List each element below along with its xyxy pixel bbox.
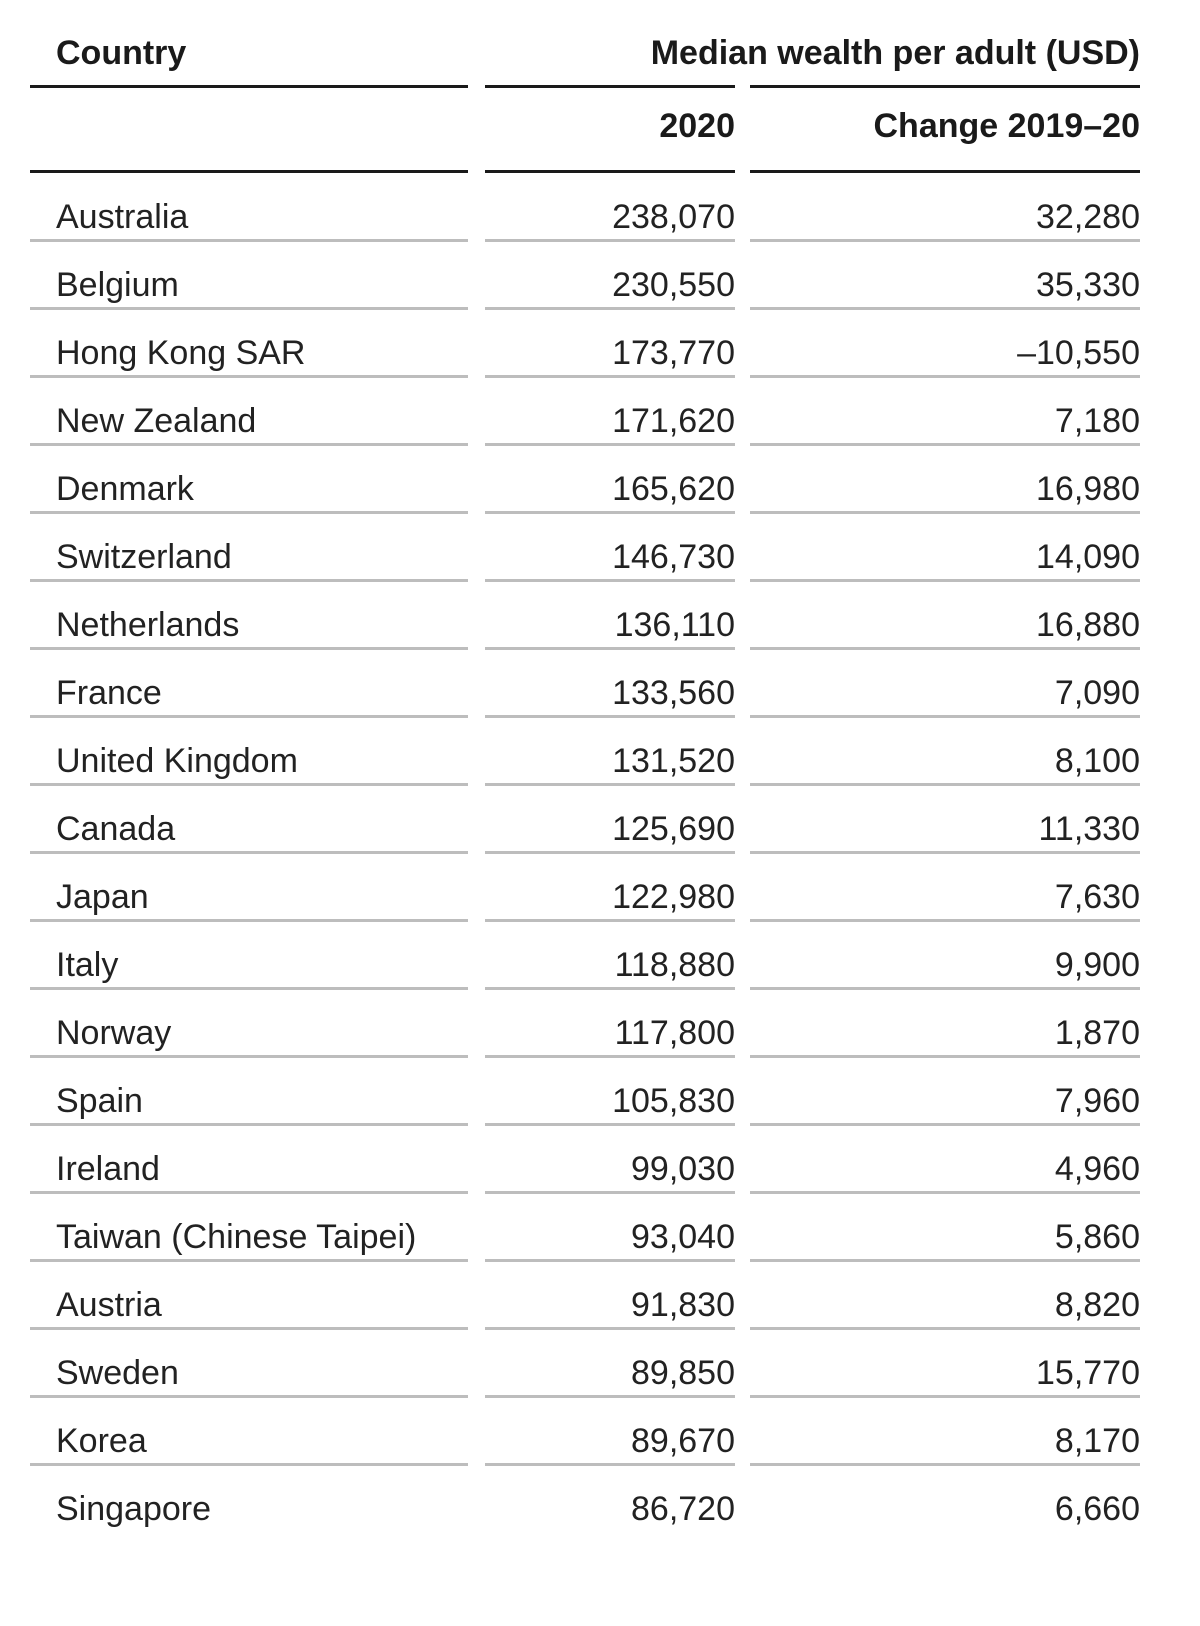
table-row [0, 195, 1200, 265]
table-row [0, 739, 1200, 809]
table-row [0, 1215, 1200, 1285]
cell-median-wealth-2020: 230,550 [612, 266, 735, 304]
row-rule-2020 [485, 1395, 735, 1398]
row-rule-2020 [485, 1123, 735, 1126]
cell-change-2019-20: 32,280 [1036, 198, 1140, 236]
subheader-rule-country [30, 170, 468, 173]
cell-country: Belgium [56, 266, 179, 304]
table-row [0, 535, 1200, 605]
cell-change-2019-20: 7,630 [1054, 878, 1140, 916]
row-rule-2020 [485, 715, 735, 718]
cell-median-wealth-2020: 91,830 [631, 1286, 735, 1324]
cell-country: Sweden [56, 1354, 179, 1392]
row-rule-country [30, 1259, 468, 1262]
cell-country: Japan [56, 878, 149, 916]
cell-change-2019-20: 35,330 [1036, 266, 1140, 304]
row-rule-country [30, 1123, 468, 1126]
cell-median-wealth-2020: 105,830 [612, 1082, 735, 1120]
cell-country: Spain [56, 1082, 143, 1120]
row-rule-country [30, 987, 468, 990]
table-row [0, 875, 1200, 945]
cell-median-wealth-2020: 122,980 [612, 878, 735, 916]
cell-change-2019-20: 7,180 [1054, 402, 1140, 440]
cell-change-2019-20: 14,090 [1036, 538, 1140, 576]
cell-change-2019-20: 16,980 [1036, 470, 1140, 508]
row-rule-country [30, 1055, 468, 1058]
cell-country: New Zealand [56, 402, 257, 440]
row-rule-change [750, 375, 1140, 378]
cell-change-2019-20: 8,170 [1054, 1422, 1140, 1460]
cell-median-wealth-2020: 99,030 [631, 1150, 735, 1188]
cell-median-wealth-2020: 165,620 [612, 470, 735, 508]
cell-country: Hong Kong SAR [56, 334, 306, 372]
row-rule-country [30, 715, 468, 718]
table-row [0, 399, 1200, 469]
table-row [0, 263, 1200, 333]
cell-median-wealth-2020: 89,850 [631, 1354, 735, 1392]
row-rule-change [750, 1191, 1140, 1194]
row-rule-2020 [485, 1327, 735, 1330]
row-rule-country [30, 1191, 468, 1194]
cell-median-wealth-2020: 238,070 [612, 198, 735, 236]
row-rule-change [750, 1055, 1140, 1058]
cell-country: France [56, 674, 162, 712]
cell-median-wealth-2020: 133,560 [612, 674, 735, 712]
row-rule-change [750, 443, 1140, 446]
cell-median-wealth-2020: 118,880 [614, 946, 735, 984]
table-row [0, 603, 1200, 673]
row-rule-2020 [485, 647, 735, 650]
cell-change-2019-20: 7,090 [1054, 674, 1140, 712]
cell-change-2019-20: 1,870 [1054, 1014, 1140, 1052]
row-rule-change [750, 1259, 1140, 1262]
cell-median-wealth-2020: 125,690 [612, 810, 735, 848]
row-rule-2020 [485, 239, 735, 242]
row-rule-change [750, 579, 1140, 582]
row-rule-country [30, 1327, 468, 1330]
cell-median-wealth-2020: 136,110 [614, 606, 735, 644]
cell-median-wealth-2020: 173,770 [612, 334, 735, 372]
row-rule-change [750, 851, 1140, 854]
row-rule-country [30, 307, 468, 310]
cell-median-wealth-2020: 93,040 [631, 1218, 735, 1256]
cell-country: United Kingdom [56, 742, 298, 780]
table-row [0, 943, 1200, 1013]
row-rule-country [30, 511, 468, 514]
row-rule-country [30, 579, 468, 582]
table-row [0, 1147, 1200, 1217]
row-rule-change [750, 783, 1140, 786]
row-rule-change [750, 715, 1140, 718]
cell-country: Austria [56, 1286, 162, 1324]
header-change: Change 2019–20 [873, 107, 1140, 145]
row-rule-country [30, 443, 468, 446]
cell-change-2019-20: –10,550 [1017, 334, 1140, 372]
table-row [0, 807, 1200, 877]
cell-change-2019-20: 11,330 [1038, 810, 1140, 848]
row-rule-change [750, 919, 1140, 922]
row-rule-country [30, 1395, 468, 1398]
row-rule-2020 [485, 783, 735, 786]
row-rule-change [750, 1123, 1140, 1126]
table-row [0, 467, 1200, 537]
row-rule-2020 [485, 987, 735, 990]
row-rule-2020 [485, 1463, 735, 1466]
row-rule-change [750, 647, 1140, 650]
cell-country: Australia [56, 198, 189, 236]
cell-median-wealth-2020: 86,720 [631, 1490, 735, 1528]
row-rule-country [30, 1463, 468, 1466]
row-rule-change [750, 1327, 1140, 1330]
subheader-rule-change [750, 170, 1140, 173]
row-rule-2020 [485, 307, 735, 310]
row-rule-2020 [485, 1191, 735, 1194]
row-rule-change [750, 239, 1140, 242]
cell-country: Singapore [56, 1490, 212, 1528]
cell-change-2019-20: 7,960 [1054, 1082, 1140, 1120]
table-row [0, 331, 1200, 401]
row-rule-change [750, 1395, 1140, 1398]
cell-country: Italy [56, 946, 119, 984]
cell-change-2019-20: 5,860 [1054, 1218, 1140, 1256]
cell-median-wealth-2020: 171,620 [612, 402, 735, 440]
cell-median-wealth-2020: 89,670 [631, 1422, 735, 1460]
table-row [0, 1011, 1200, 1081]
cell-change-2019-20: 6,660 [1054, 1490, 1140, 1528]
header-group-median-wealth: Median wealth per adult (USD) [650, 34, 1140, 72]
cell-change-2019-20: 9,900 [1054, 946, 1140, 984]
cell-country: Denmark [56, 470, 194, 508]
table-row [0, 671, 1200, 741]
cell-change-2019-20: 16,880 [1036, 606, 1140, 644]
row-rule-change [750, 987, 1140, 990]
table-row [0, 1283, 1200, 1353]
row-rule-country [30, 375, 468, 378]
row-rule-change [750, 511, 1140, 514]
row-rule-2020 [485, 511, 735, 514]
table-row [0, 1351, 1200, 1421]
cell-change-2019-20: 8,820 [1054, 1286, 1140, 1324]
table-row [0, 1487, 1200, 1557]
table-row [0, 1079, 1200, 1149]
cell-country: Canada [56, 810, 176, 848]
row-rule-country [30, 851, 468, 854]
table-row [0, 1419, 1200, 1489]
cell-country: Switzerland [56, 538, 232, 576]
cell-country: Taiwan (Chinese Taipei) [56, 1218, 417, 1256]
subheader-rule-2020 [485, 170, 735, 173]
row-rule-2020 [485, 1259, 735, 1262]
header-country: Country [56, 34, 187, 72]
cell-country: Korea [56, 1422, 147, 1460]
cell-country: Ireland [56, 1150, 160, 1188]
row-rule-2020 [485, 443, 735, 446]
row-rule-country [30, 919, 468, 922]
cell-median-wealth-2020: 131,520 [612, 742, 735, 780]
header-year-2020: 2020 [659, 107, 735, 145]
cell-change-2019-20: 4,960 [1054, 1150, 1140, 1188]
row-rule-2020 [485, 375, 735, 378]
row-rule-2020 [485, 1055, 735, 1058]
header-rule-country [30, 85, 468, 88]
row-rule-2020 [485, 919, 735, 922]
row-rule-2020 [485, 579, 735, 582]
header-rule-2020 [485, 85, 735, 88]
row-rule-country [30, 647, 468, 650]
cell-median-wealth-2020: 146,730 [612, 538, 735, 576]
row-rule-change [750, 307, 1140, 310]
row-rule-change [750, 1463, 1140, 1466]
row-rule-country [30, 783, 468, 786]
cell-change-2019-20: 15,770 [1036, 1354, 1140, 1392]
cell-country: Norway [56, 1014, 172, 1052]
cell-country: Netherlands [56, 606, 240, 644]
header-rule-change [750, 85, 1140, 88]
row-rule-country [30, 239, 468, 242]
row-rule-2020 [485, 851, 735, 854]
cell-median-wealth-2020: 117,800 [614, 1014, 735, 1052]
cell-change-2019-20: 8,100 [1054, 742, 1140, 780]
